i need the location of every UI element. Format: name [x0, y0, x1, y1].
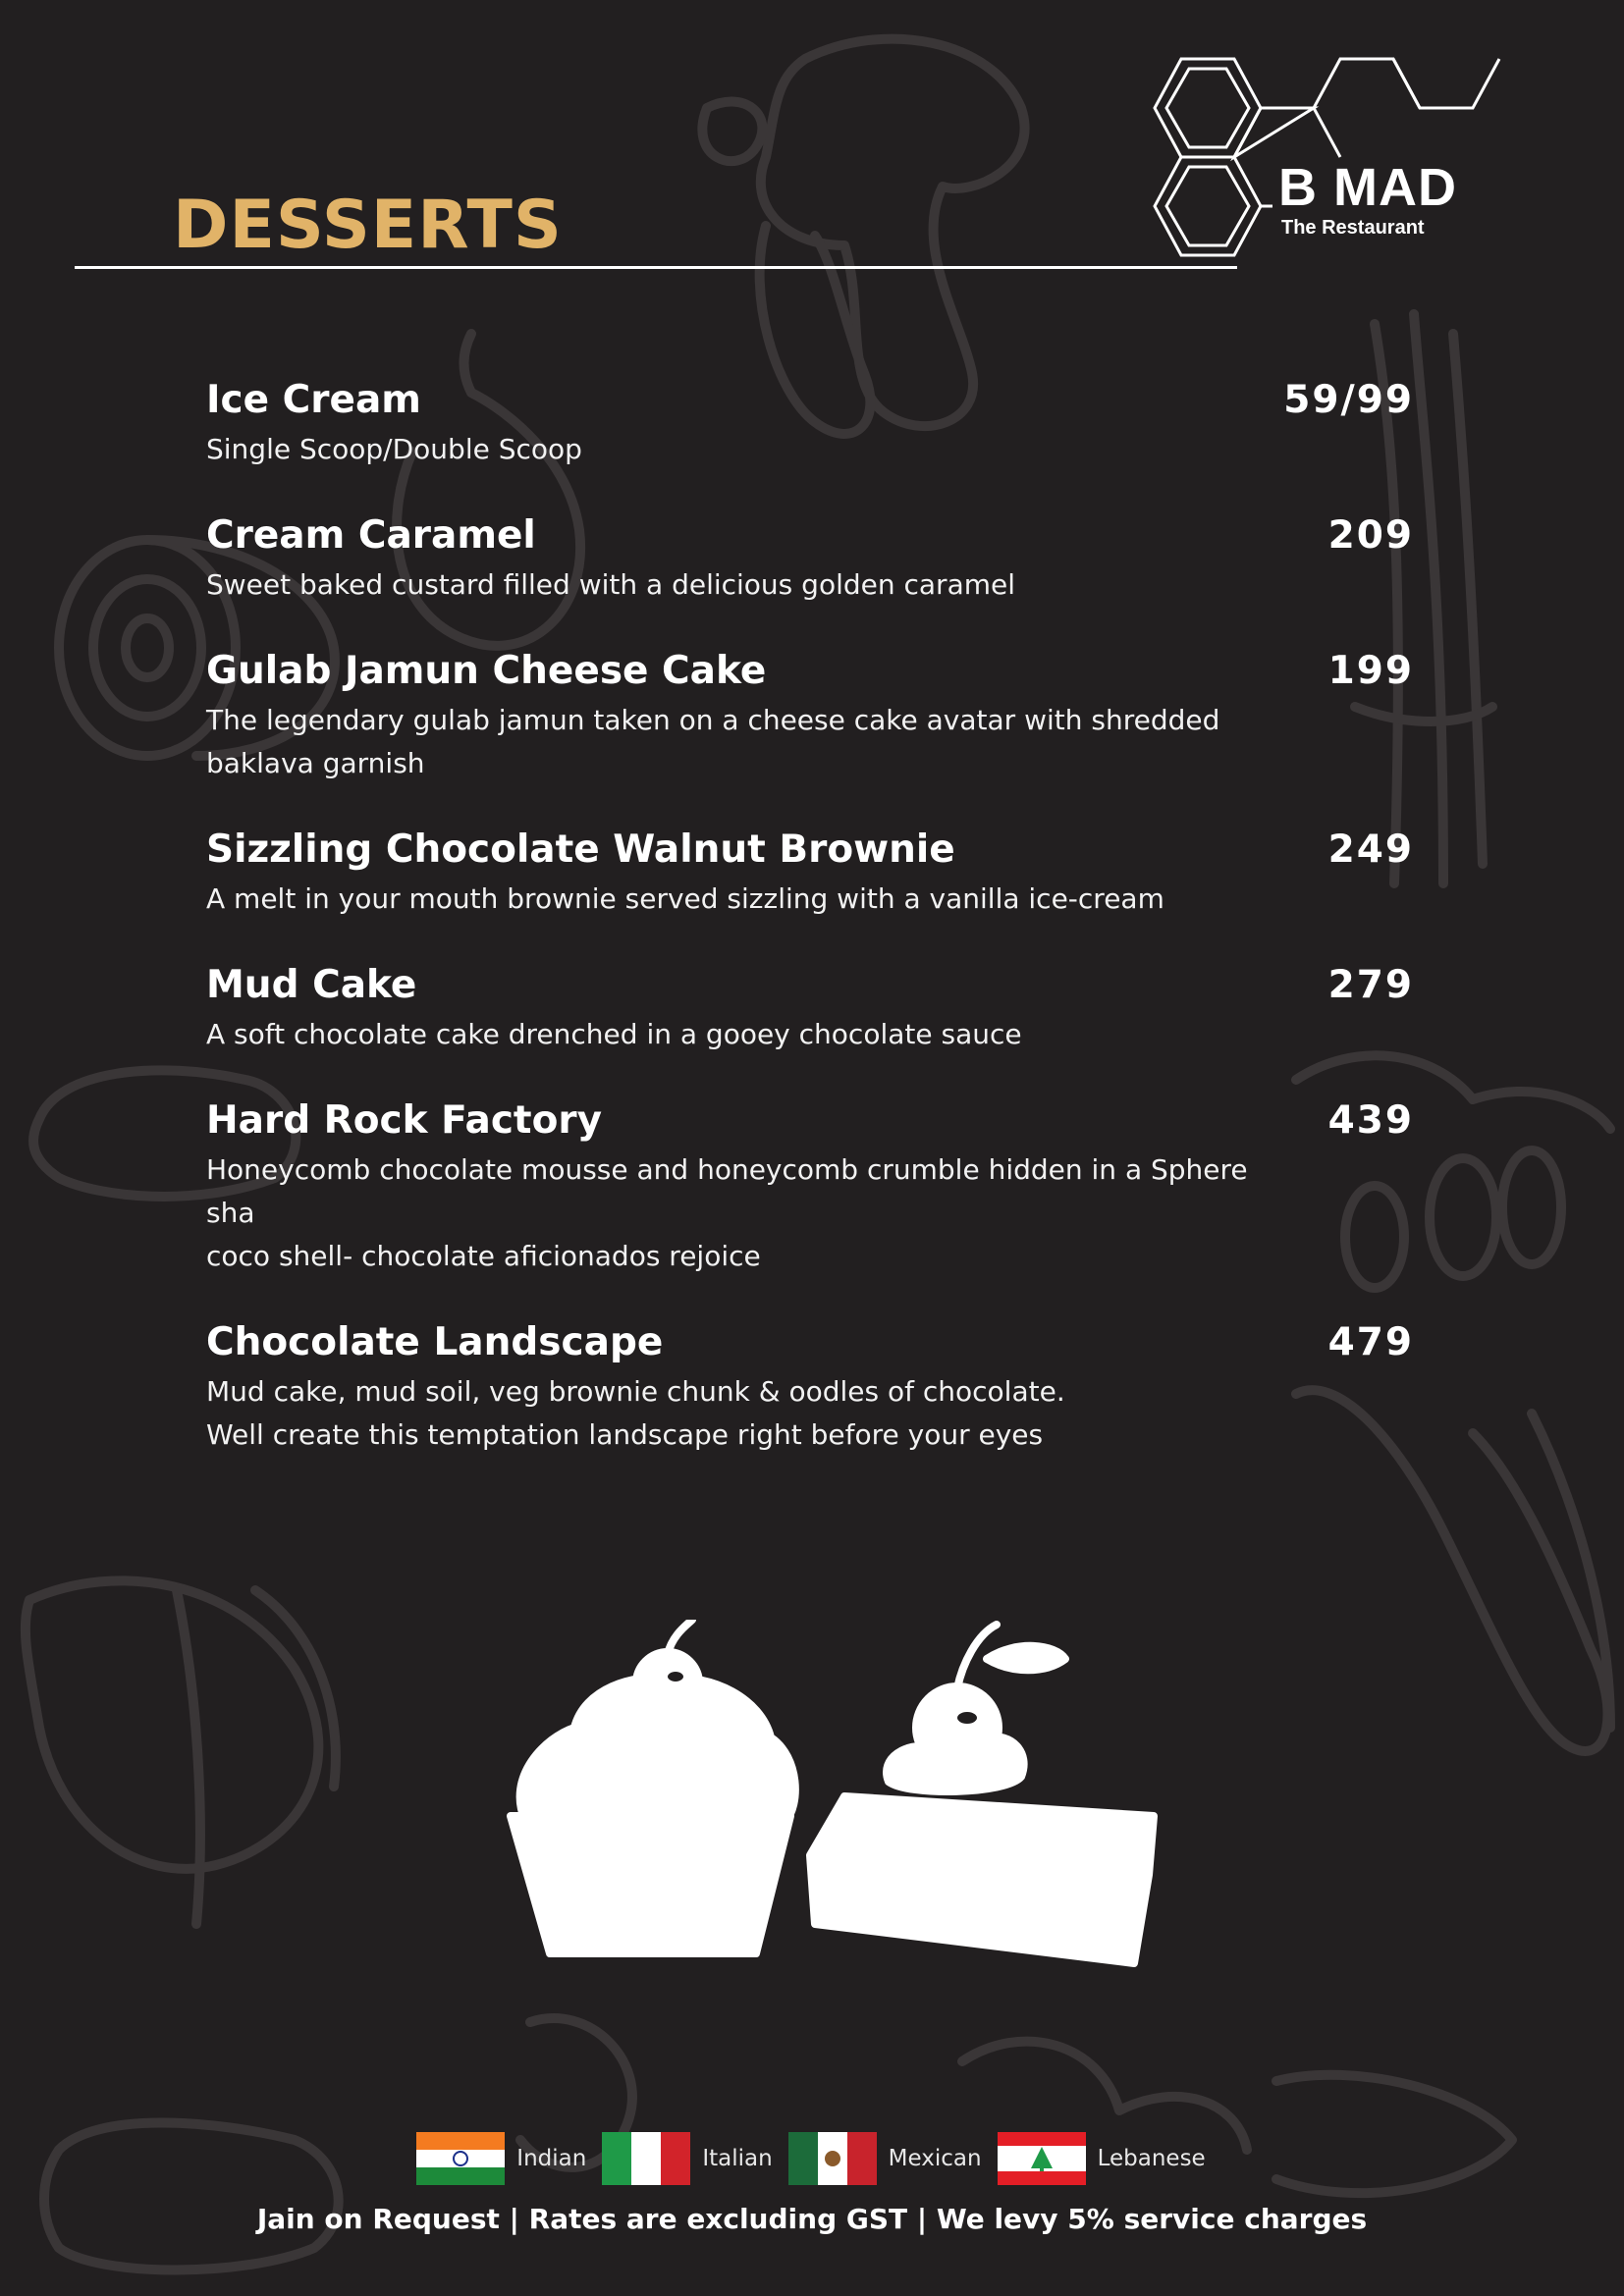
lebanon-flag-icon — [998, 2132, 1086, 2185]
item-price: 439 — [1327, 1098, 1414, 1143]
item-description: Honeycomb chocolate mousse and honeycomb crumble hidden in a Sphere sha — [206, 1153, 1248, 1229]
cuisine-label: Mexican — [888, 2146, 982, 2171]
item-name: Hard Rock Factory — [206, 1098, 603, 1143]
item-price: 209 — [1327, 513, 1414, 558]
menu-item — [206, 1094, 1414, 1278]
mexico-flag-icon — [788, 2132, 877, 2185]
italy-flag-icon — [602, 2132, 690, 2185]
item-price: 249 — [1327, 828, 1414, 872]
dessert-menu-list — [206, 373, 1414, 1494]
item-name: Sizzling Chocolate Walnut Brownie — [206, 828, 955, 872]
cuisine-mexican — [788, 2132, 982, 2185]
cuisine-label: Italian — [702, 2146, 773, 2171]
item-price: 479 — [1327, 1320, 1414, 1364]
cake-slice-icon — [810, 1625, 1154, 1963]
cuisine-lebanese — [998, 2132, 1206, 2185]
dessert-illustration — [496, 1620, 1164, 1993]
cuisine-italian — [602, 2132, 772, 2185]
item-description-line-2: Well create this temptation landscape right before your eyes — [206, 1418, 1044, 1451]
item-price: 199 — [1327, 649, 1414, 693]
item-description: A soft chocolate cake drenched in a gooey chocolate sauce — [206, 1018, 1022, 1050]
item-name: Mud Cake — [206, 963, 417, 1007]
cuisine-legend — [0, 2132, 1624, 2185]
item-name: Cream Caramel — [206, 513, 536, 558]
cuisine-label: Lebanese — [1097, 2146, 1206, 2171]
footer-note: Jain on Request | Rates are excluding GST | We levy 5% service charges — [256, 2203, 1368, 2235]
india-flag-icon — [416, 2132, 505, 2185]
item-description: Single Scoop/Double Scoop — [206, 433, 582, 465]
cuisine-indian — [416, 2132, 586, 2185]
item-description: The legendary gulab jamun taken on a cheese cake avatar with shredded — [206, 704, 1220, 736]
cuisine-label: Indian — [516, 2146, 587, 2171]
item-name: Chocolate Landscape — [206, 1320, 664, 1364]
item-price: 59/99 — [1283, 378, 1414, 422]
page-title: DESSERTS — [173, 187, 563, 264]
item-description-line-2: coco shell- chocolate aficionados rejoice — [206, 1240, 761, 1272]
menu-item — [206, 823, 1414, 921]
item-description: Sweet baked custard filled with a delicious golden caramel — [206, 568, 1016, 601]
menu-item — [206, 644, 1414, 785]
brand-name: B MAD — [1278, 158, 1457, 217]
title-divider — [75, 266, 1237, 269]
menu-item — [206, 508, 1414, 607]
item-description-line-2: baklava garnish — [206, 747, 425, 779]
item-price: 279 — [1327, 963, 1414, 1007]
item-description: Mud cake, mud soil, veg brownie chunk & oodles of chocolate. — [206, 1375, 1065, 1408]
brand-tagline: The Restaurant — [1281, 217, 1425, 239]
menu-item — [206, 958, 1414, 1056]
item-name: Ice Cream — [206, 378, 421, 422]
menu-item — [206, 373, 1414, 471]
item-name: Gulab Jamun Cheese Cake — [206, 649, 767, 693]
menu-item — [206, 1315, 1414, 1457]
cupcake-icon — [511, 1620, 795, 1953]
item-description: A melt in your mouth brownie served sizzling with a vanilla ice-cream — [206, 882, 1164, 915]
